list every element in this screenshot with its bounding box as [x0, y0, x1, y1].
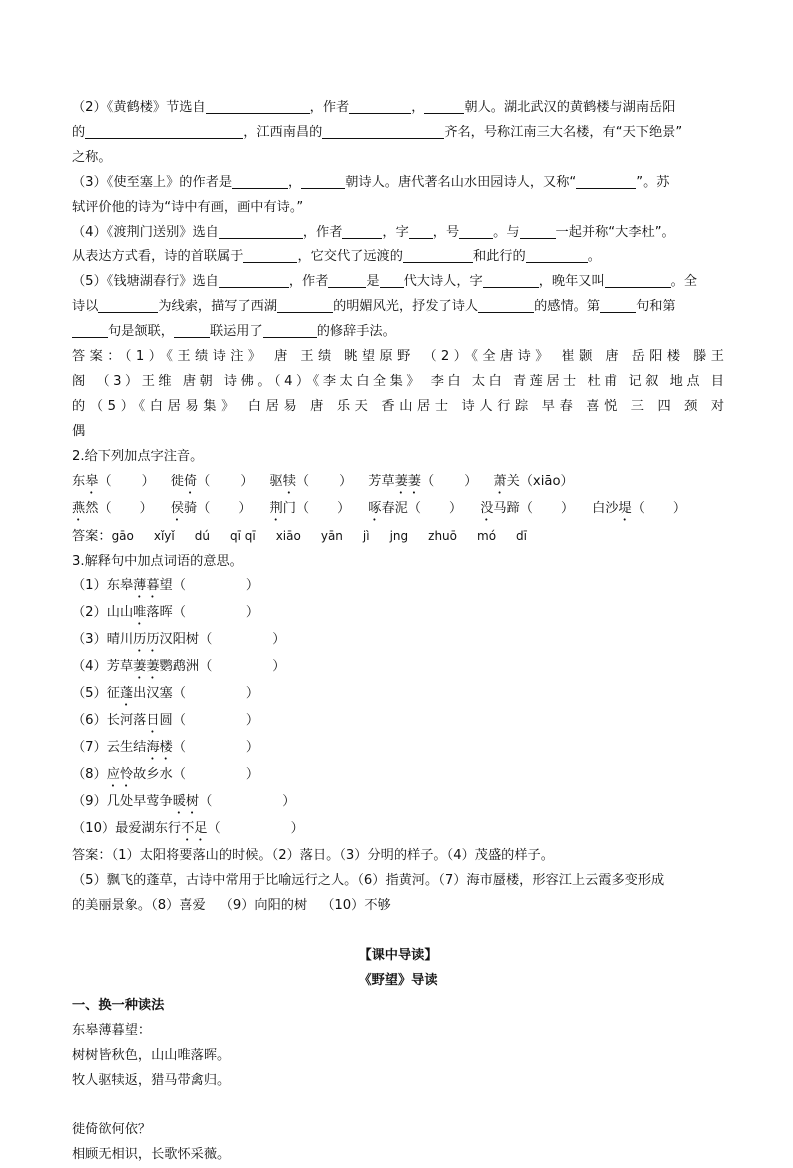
word-text: ）: [272, 632, 286, 648]
text: 朝诗人。唐代著名山水田园诗人，又称“: [345, 174, 577, 190]
q3-item: [72, 709, 724, 736]
text: ”。苏: [636, 174, 670, 190]
word-text: （: [197, 473, 211, 489]
poem-line: 东皋薄暮望：: [72, 1022, 152, 1038]
pinyin-item: [493, 474, 573, 489]
dotted-char: 侯: [170, 500, 184, 516]
dotted-char: 堤: [618, 500, 632, 516]
dotted-char: 荆: [269, 500, 283, 516]
text: ，号: [432, 224, 460, 240]
answer-blank[interactable]: [98, 297, 158, 313]
q3-answer-line3: [72, 894, 724, 919]
word-text: ）: [240, 473, 254, 489]
q1-item-4-line1: [72, 221, 724, 246]
word-text: 望（: [159, 578, 186, 594]
dotted-char: 没: [480, 500, 494, 516]
word-text: 最爱湖东行: [115, 821, 182, 837]
word-text: 山山: [106, 605, 134, 621]
dotted-char: 皋: [85, 473, 99, 489]
text: （3）《使至塞上》的作者是: [72, 174, 233, 190]
word-text: 关（xiāo）: [506, 473, 574, 489]
answer-item: 诗佛: [223, 373, 258, 389]
answer-blank[interactable]: [526, 247, 588, 263]
poem-line: 牧人驱犊返，猎马带禽归。: [72, 1072, 231, 1088]
word-text: 门（: [282, 500, 310, 516]
answer-blank[interactable]: [174, 322, 210, 338]
text: ，: [411, 100, 425, 115]
answer-blank[interactable]: [85, 123, 243, 139]
word-text: （: [631, 500, 645, 516]
pinyin-answer: xiāo: [275, 528, 301, 543]
answer-blank[interactable]: [349, 98, 411, 114]
answer-blank[interactable]: [328, 272, 366, 288]
text: 的感情。第: [534, 299, 601, 315]
pinyin-answer: jì: [362, 528, 370, 543]
worksheet-page: [72, 96, 724, 1168]
q1-answer-line1: [72, 345, 724, 370]
text: 为线索，描写了西湖: [158, 299, 278, 315]
text: （4）《渡荆门送别》选自: [72, 224, 219, 240]
word-text: （: [421, 473, 435, 489]
pinyin-item: [480, 501, 574, 516]
q3-item: [72, 574, 724, 601]
dotted-char: 萧: [493, 473, 507, 489]
answer-blank[interactable]: [478, 297, 534, 313]
q1-item-2-line2: [72, 121, 724, 146]
q1-item-3-line2: 轼评价他的诗为“诗中有画，画中有诗。”: [72, 199, 304, 215]
answer-item: 岳阳楼: [631, 349, 685, 365]
dotted-word: 暖树: [172, 794, 200, 810]
answer-blank[interactable]: [219, 223, 303, 239]
answer-item: 。（4）《李太白全集》: [257, 373, 424, 389]
answer-blank[interactable]: [403, 247, 473, 263]
text: 句和第: [636, 299, 676, 315]
word-text: ）: [337, 500, 351, 516]
word-text: （: [172, 740, 186, 756]
dotted-word: 海楼: [146, 740, 173, 756]
text: ，它交代了远渡的: [297, 249, 403, 265]
answer-blank[interactable]: [409, 223, 433, 239]
text: 的: [72, 124, 86, 140]
dotted-word: 萋萋: [133, 659, 160, 675]
item-number: （10）: [72, 821, 116, 837]
word-text: ）: [245, 578, 260, 594]
word-text: 故乡水（: [133, 767, 186, 783]
q1-item-5-line3: [72, 320, 724, 345]
pinyin-answer: jng: [389, 528, 409, 543]
answer-item: 乐天: [336, 398, 373, 414]
text: ，江西南昌的: [243, 124, 323, 140]
answer-blank[interactable]: [277, 297, 333, 313]
q3-item: [72, 790, 724, 817]
poem-line: 徙倚欲何依？: [72, 1122, 152, 1138]
word-text: 晴川: [106, 632, 134, 648]
q2-answer: [72, 524, 724, 550]
word-text: ）: [290, 821, 304, 837]
text: 齐名，号称江南三大名楼，有“天下绝景”: [444, 124, 683, 140]
answer-item: 的美丽景象。（8）喜爱: [72, 898, 206, 914]
dotted-char: 犊: [282, 473, 296, 489]
item-number: （3）: [72, 632, 107, 648]
item-number: （1）: [72, 578, 107, 594]
answer-item: 三: [630, 398, 649, 414]
answer-item: 杜甫: [587, 373, 621, 389]
word-text: 长河落: [106, 713, 147, 729]
q3-answer-line2: （5）飘飞的蓬草，古诗中常用于比喻远行之人。（6）指黄河。（7）海市蜃楼，形容江上云霞多变形成: [72, 873, 665, 889]
pinyin-answer: mó: [477, 528, 497, 543]
word-text: ）: [245, 740, 260, 756]
q1-answer-line4: 偶: [72, 423, 86, 439]
item-number: （7）: [72, 740, 107, 756]
answer-label: 答案：: [72, 528, 112, 544]
word-text: ）: [672, 500, 687, 516]
q3-item: [72, 817, 724, 844]
q1-item-2-line3: 之称。: [72, 149, 112, 165]
word-text: ）: [339, 473, 353, 489]
answer-item: 唐: [274, 349, 292, 365]
word-text: 骑（: [183, 500, 211, 516]
answer-item: 唐朝: [182, 373, 217, 389]
q1-answer-line3: [72, 395, 724, 420]
answer-item: 的（5）《白居易集》: [72, 398, 239, 414]
word-text: ）: [245, 713, 260, 729]
word-text: 然（: [85, 500, 112, 516]
text: 的明媚风光，抒发了诗人: [333, 299, 479, 315]
word-text: 驱: [269, 473, 283, 489]
word-text: 白沙: [592, 500, 619, 516]
answer-item: 颈: [684, 398, 702, 414]
item-number: （5）: [72, 686, 107, 702]
text: ，晚年又叫: [538, 274, 605, 290]
pinyin-item: [72, 474, 155, 489]
q3-item: [72, 655, 724, 682]
answer-blank[interactable]: [605, 272, 671, 288]
answer-item: 崔颢: [561, 349, 597, 365]
pinyin-answer: qī qī: [229, 528, 256, 543]
dotted-word: 应怜: [106, 767, 134, 783]
word-text: ）: [282, 794, 296, 810]
word-text: （: [295, 473, 310, 489]
answer-item: 王绩: [300, 349, 336, 365]
dotted-word: 唯: [133, 605, 147, 621]
word-text: 东皋: [106, 578, 134, 594]
answer-item: 答案：（1）《王绩诗注》: [72, 349, 266, 365]
pinyin-answer: xǐyǐ: [153, 528, 175, 543]
text: 代大诗人，字: [403, 274, 483, 290]
dotted-word: 日: [146, 713, 160, 729]
part-heading: 一、换一种读法: [72, 997, 165, 1013]
word-text: 云生结: [106, 740, 147, 756]
word-text: 出汉塞（: [133, 686, 186, 702]
pinyin-item: [171, 474, 254, 489]
word-text: 春泥（: [381, 500, 421, 516]
answer-item: （9）向阳的树: [219, 898, 308, 914]
answer-blank[interactable]: [342, 223, 382, 239]
dotted-word: 不足: [181, 821, 208, 837]
text: （5）《钱塘湖春行》选自: [72, 274, 219, 290]
text: 是: [366, 274, 380, 290]
q1-item-5-line2: [72, 295, 724, 320]
q2-title: 2.给下列加点字注音。: [72, 448, 204, 464]
q3-title: 3.解释句中加点词语的意思。: [72, 553, 243, 569]
answer-blank[interactable]: [72, 322, 108, 338]
pinyin-item: [592, 501, 686, 516]
q3-answer-line1: 答案：（1）太阳将要落山的时候。（2）落日。（3）分明的样子。（4）茂盛的样子。: [72, 848, 554, 864]
q3-item: [72, 763, 724, 790]
text: 的修辞手法。: [316, 324, 396, 340]
pinyin-answer: zhuō: [428, 528, 457, 543]
q1-answer-line2: [72, 370, 724, 395]
pinyin-item: [72, 501, 153, 516]
item-number: （8）: [72, 767, 107, 783]
word-text: ）: [449, 500, 463, 516]
answer-item: 对: [710, 398, 725, 414]
answer-item: 目: [710, 373, 724, 389]
text: 和此行的: [472, 249, 526, 265]
answer-item: 唐: [310, 398, 328, 414]
q3-items: [72, 574, 724, 844]
text: ，字: [382, 224, 409, 240]
answer-blank[interactable]: [459, 223, 493, 239]
answer-blank[interactable]: [243, 247, 297, 263]
word-text: 鹦鹉洲（: [159, 659, 213, 675]
word-text: ）: [464, 473, 478, 489]
answer-item: 青莲居士: [512, 373, 580, 389]
answer-item: 四: [657, 398, 676, 414]
text: 句是颔联，: [108, 324, 174, 340]
item-number: （2）: [72, 605, 107, 621]
word-text: ）: [139, 500, 153, 516]
word-text: 徙: [170, 473, 184, 489]
text: ，: [288, 174, 302, 190]
text: 朝人。湖北武汉的黄鹤楼与湖南岳阳: [464, 100, 676, 115]
answer-blank[interactable]: [219, 272, 289, 288]
word-text: 落晖（: [146, 605, 186, 621]
answer-item: （10）不够: [321, 898, 391, 914]
q1-item-5-line1: [72, 270, 724, 295]
answer-item: 滕王: [693, 349, 724, 365]
q3-item: [72, 628, 724, 655]
word-text: （: [199, 794, 213, 810]
q3-item: [72, 736, 724, 763]
word-text: ）: [272, 659, 286, 675]
answer-blank[interactable]: [206, 98, 310, 114]
pinyin-item: [270, 474, 353, 489]
section-heading: 【课中导读】: [358, 948, 438, 964]
text: 。与: [493, 224, 520, 240]
answer-blank[interactable]: [263, 322, 317, 338]
answer-item: 香山居士: [381, 398, 453, 414]
text: （2）《黄鹤楼》节选自: [72, 100, 206, 115]
word-text: ）: [245, 686, 260, 702]
text: ，作者: [302, 224, 343, 240]
word-text: 马蹄（: [493, 500, 533, 516]
answer-blank[interactable]: [424, 98, 464, 114]
pinyin-answer: gāo: [111, 528, 134, 543]
poem-line: [72, 1093, 724, 1118]
answer-item: 早春: [541, 398, 578, 414]
answer-blank[interactable]: [232, 173, 288, 189]
text: 从表达方式看，诗的首联属于: [72, 249, 244, 265]
pinyin-answer: yān: [320, 528, 343, 543]
pinyin-answer: dī: [516, 528, 527, 543]
pinyin-answer: dú: [194, 528, 210, 543]
word-text: 汉阳树（: [159, 632, 213, 648]
word-text: 东: [72, 473, 86, 489]
dotted-word: 蓬: [119, 686, 134, 702]
text: 联运用了: [209, 324, 263, 340]
word-text: ）: [238, 500, 252, 516]
word-text: （: [207, 821, 221, 837]
dotted-char: 啄: [368, 500, 382, 516]
q1-item-2-line1: [72, 96, 724, 121]
answer-blank[interactable]: [576, 173, 636, 189]
text: ，作者: [288, 274, 329, 290]
answer-item: 太白: [471, 373, 506, 389]
pinyin-item: [171, 501, 252, 516]
word-text: ）: [245, 767, 260, 783]
answer-blank[interactable]: [322, 123, 444, 139]
word-text: ）: [141, 473, 155, 489]
text: ，作者: [309, 100, 350, 115]
item-number: （9）: [72, 794, 107, 810]
text: 一起并称“大李杜”。: [555, 224, 675, 240]
answer-item: 地点: [669, 373, 704, 389]
dotted-word: 历历: [133, 632, 160, 648]
answer-blank[interactable]: [483, 272, 539, 288]
dotted-word: 薄暮: [133, 578, 160, 594]
poem-line: 树树皆秋色，山山唯落晖。: [72, 1047, 231, 1063]
answer-item: （3）王维: [96, 373, 176, 389]
answer-item: 眺望原野: [344, 349, 415, 365]
word-text: 圆（: [159, 713, 186, 729]
item-number: （6）: [72, 713, 107, 729]
poem-line: 相顾无相识，长歌怀采薇。: [72, 1147, 231, 1163]
answer-item: 记叙: [628, 373, 662, 389]
dotted-char: 燕: [72, 500, 86, 516]
pinyin-item: [368, 501, 462, 516]
q1-item-4-line2: [72, 245, 724, 270]
pinyin-item: [270, 501, 351, 516]
word-text: 芳草: [368, 473, 395, 489]
pinyin-item: [368, 474, 477, 489]
text: 诗以: [72, 299, 99, 315]
q2-row-1: [72, 470, 724, 497]
poem-text: [72, 1019, 724, 1168]
word-text: （: [98, 473, 112, 489]
q3-item: [72, 682, 724, 709]
q1-item-3-line1: [72, 171, 724, 196]
q3-item: [72, 601, 724, 628]
text: 。全: [670, 274, 698, 290]
text: 。: [587, 249, 601, 265]
section-subheading: 《野望》导读: [358, 972, 438, 988]
q2-row-2: [72, 497, 724, 524]
answer-item: 喜悦: [586, 398, 622, 414]
dotted-char: 倚: [183, 473, 198, 489]
word-text: 几处早莺争: [106, 794, 173, 810]
dotted-char: 萋萋: [394, 473, 421, 489]
answer-item: 阁: [72, 373, 89, 389]
answer-blank[interactable]: [380, 272, 404, 288]
item-number: （4）: [72, 659, 107, 675]
answer-item: 唐: [605, 349, 624, 365]
answer-item: （2）《全唐诗》: [423, 349, 553, 365]
word-text: ）: [245, 605, 260, 621]
answer-item: 李白: [430, 373, 465, 389]
word-text: ）: [560, 500, 575, 516]
answer-blank[interactable]: [301, 173, 345, 189]
answer-blank[interactable]: [520, 223, 556, 239]
answer-item: 白居易: [247, 398, 302, 414]
answer-blank[interactable]: [600, 297, 636, 313]
word-text: 征: [106, 686, 120, 702]
answer-item: 诗人行踪: [461, 398, 533, 414]
word-text: 芳草: [106, 659, 134, 675]
